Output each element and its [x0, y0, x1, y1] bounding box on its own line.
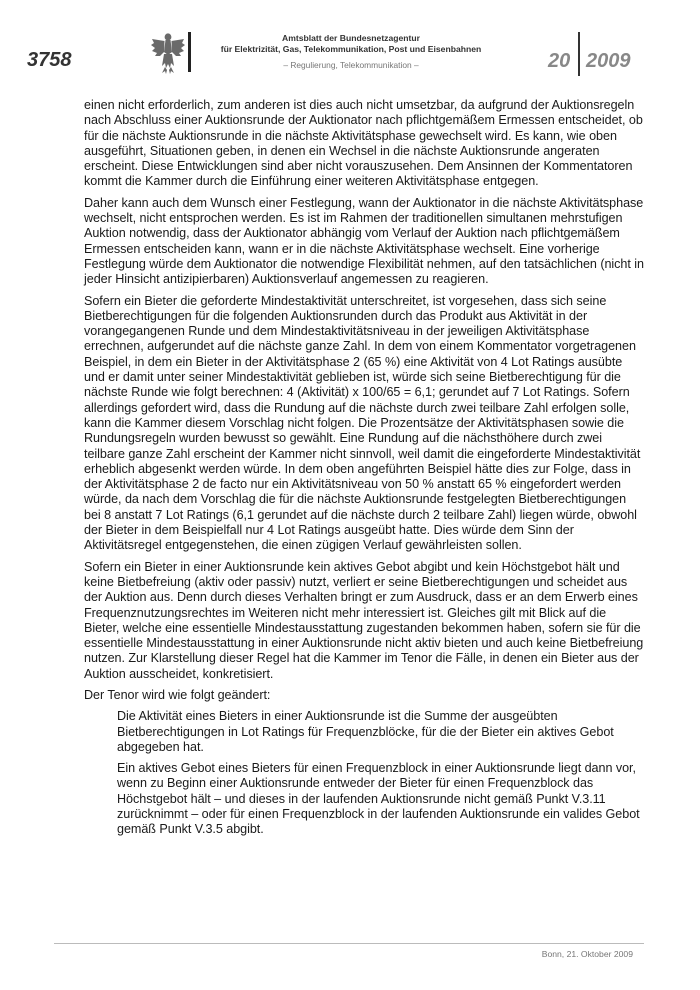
header-divider	[188, 32, 191, 72]
body-text	[84, 98, 644, 844]
footer-date: Bonn, 21. Oktober 2009	[541, 949, 633, 959]
paragraph: Sofern ein Bieter die geforderte Mindestaktivität unterschreitet, ist vorgesehen, dass sich seine Bietberechtigungen für die folgenden Auktionsrunden durch das Produkt aus Aktivität in der vorangegangenen Runde und dem Mindestaktivitätsniveau in der jeweiligen Aktivitätsphase errechnen, aufgerundet auf die nächste ganze Zahl. In dem von einem Kommentator vorgetragenen Beispiel, in dem ein Bieter in der Aktivitätsphase 2 (65 %) eine Aktivität von 4 Lot Ratings ausübte und er damit unter seiner Mindestaktivität geblieben ist, würde sich seine Bietberechtigung für die nächste Runde wie folgt berechnen: 4 (Aktivität) x 100/65 = 6,1; gerundet auf 7 Lot Ratings. Sofern allerdings gefordert wird, dass die Rundung auf die nächste durch zwei teilbare Zahl erfolgen solle, kann die Kammer diesem Vorschlag nicht folgen. Die Prozentsätze der Aktivitätsphasen sowie die Rundungsregeln wurden bewusst so gewählt. Eine Rundung auf die nächsthöhere durch zwei teilbare ganze Zahl erscheint der Kammer nicht sinnvoll, weil damit die eingeforderte Mindestaktivität erheblich abgesenkt werden würde. In dem oben angeführten Beispiel hätte dies zur Folge, dass in der Aktivitätsphase 2 de facto nur ein Aktivitätsniveau von 50 % anstatt 65 % eingefordert werden würde, da nach dem Vorschlag die für die nächste Auktionsrunde festgelegten Bietberechtigungen bei 8 anstatt 7 Lot Ratings (6,1 gerundet auf die nächste durch 2 teilbare Zahl) liegen würde, obwohl der Bieter in dem Beispielfall nur 4 Lot Ratings ausgeübt hatte. Dies würde dem Sinn der Aktivitätsregel entgegenstehen, die einen zügigen Verlauf gewährleisten sollen.	[84, 293, 641, 553]
paragraph: Sofern ein Bieter in einer Auktionsrunde kein aktives Gebot abgibt und kein Höchstgebot hält und keine Bietbefreiung (aktiv oder passiv) nutzt, verliert er seine Bietberechtigungen und scheidet aus der Auktion aus. Denn durch dieses Verhalten bringt er zum Ausdruck, dass er an dem Erwerb eines Frequenznutzungsrechtes im Weiteren nicht mehr interessiert ist. Gleiches gilt mit Blick auf die Bieter, welche eine essentielle Mindestausstattung zugestanden bekommen haben, sofern sie für die essentielle Mindestausstattung in einer Auktionsrunde nicht aktiv bieten und auch keine Bietbefreiung nutzen. Zur Klarstellung dieser Regel hat die Kammer im Tenor die Fälle, in denen ein Bieter aus der Auktion ausscheidet, konkretisiert.	[84, 559, 644, 681]
paragraph: einen nicht erforderlich, zum anderen ist dies auch nicht umsetzbar, da aufgrund der Auktionsregeln nach Abschluss einer Auktionsrunde der Auktionator nach pflichtgemäßem Ermessen entscheidet, ob für die nächste Auktionsrunde in die nächste Aktivitätsphase gewechselt wird. Es kann, wie oben ausgeführt, Situationen geben, in denen ein Wechsel in die nächste Auktionsrunde angeraten erscheint. Diese Entwicklungen sind aber nicht vorauszusehen. Dem Ansinnen der Kommentatoren kommt die Kammer durch die Einführung einer weiteren Aktivitätsphase entgegen.	[84, 98, 643, 189]
tenor-quote-paragraph: Die Aktivität eines Bieters in einer Auktionsrunde ist die Summe der ausgeübten Bietberechtigungen in Lot Ratings für Frequenzblöcke, für die der Bieter ein aktives Gebot abgegeben hat.	[117, 709, 614, 754]
issue-number: 20	[548, 50, 571, 72]
gazette-subtitle: – Regulierung, Telekommunikation –	[283, 60, 419, 70]
tenor-intro: Der Tenor wird wie folgt geändert:	[84, 687, 271, 702]
issue-divider	[578, 32, 580, 76]
tenor-quote-paragraph: Ein aktives Gebot eines Bieters für einen Frequenzblock in einer Auktionsrunde liegt dann vor, wenn zu Beginn einer Auktionsrunde entweder der Bieter für einen Frequenzblock das Höchstgebot hält – und dieses in der laufenden Auktionsrunde nicht gemäß Punkt V.3.11 zurücknimmt – oder für einen Frequenzblock in der laufenden Auktionsrunde ein valides Gebot gemäß Punkt V.3.5 abgibt.	[117, 761, 640, 837]
issue-year: 2009	[586, 50, 631, 72]
federal-eagle-icon	[150, 30, 186, 76]
gazette-title	[196, 33, 506, 55]
paragraph: Daher kann auch dem Wunsch einer Festlegung, wann der Auktionator in die nächste Aktivitätsphase wechselt, nicht entsprochen werden. Es ist im Rahmen der traditionellen simultanen mehrstufigen Auktion notwendig, dass der Auktionator abhängig vom Verlauf der Auktion nach pflichtgemäßem Ermessen entscheiden kann, wann er in die nächste Aktivitätsphase wechselt. Eine vorherige Festlegung würde dem Auktionator die notwendige Flexibilität nehmen, auf den tatsächlichen (nicht in jeder Hinsicht antizipierbaren) Auktionsverlauf angemessen zu reagieren.	[84, 195, 644, 287]
gazette-title-line-2: für Elektrizität, Gas, Telekommunikation, Post und Eisenbahnen	[220, 44, 482, 54]
gazette-title-line-1: Amtsblatt der Bundesnetzagentur	[282, 33, 420, 43]
page-number: 3758	[27, 49, 72, 71]
footer-divider	[54, 943, 644, 944]
